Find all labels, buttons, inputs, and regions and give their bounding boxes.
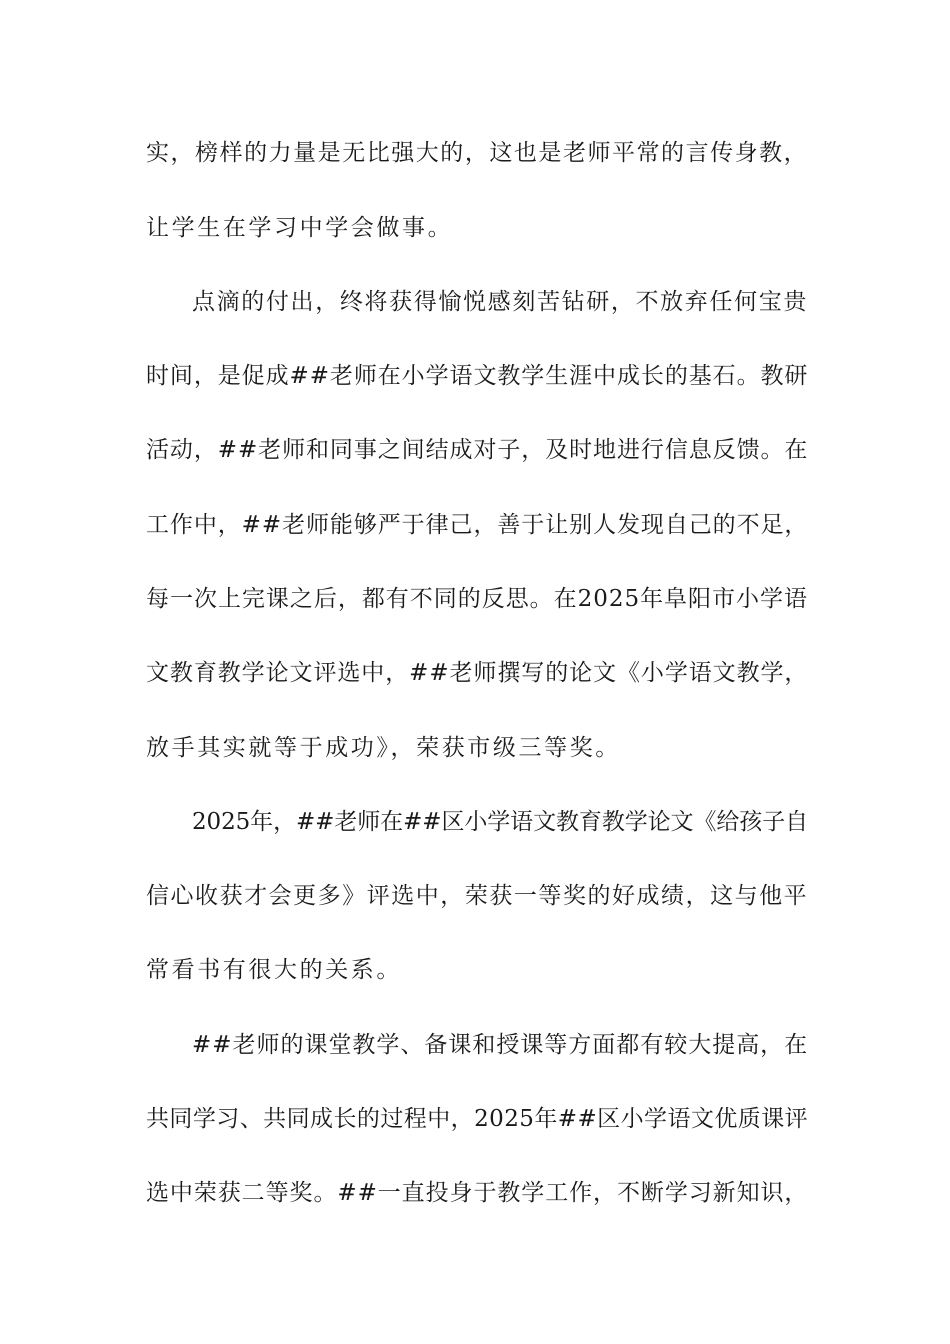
paragraph-line: 选中荣获二等奖。##一直投身于教学工作，不断学习新知识， bbox=[146, 1180, 809, 1206]
paragraph-line: 放手其实就等于成功》，荣获市级三等奖。 bbox=[146, 735, 621, 761]
paragraph-line: 共同学习、共同成长的过程中，2025年##区小学语文优质课评 bbox=[146, 1106, 809, 1132]
paragraph-line: 活动，##老师和同事之间结成对子，及时地进行信息反馈。在 bbox=[146, 437, 809, 463]
paragraph-line: 工作中，##老师能够严于律己，善于让别人发现自己的不足， bbox=[146, 512, 809, 538]
paragraph-line: ##老师的课堂教学、备课和授课等方面都有较大提高，在 bbox=[192, 1032, 809, 1058]
paragraph-line: 2025年，##老师在##区小学语文教育教学论文《给孩子自 bbox=[192, 809, 809, 835]
paragraph-line: 每一次上完课之后，都有不同的反思。在2025年阜阳市小学语 bbox=[146, 586, 808, 612]
paragraph-line: 实，榜样的力量是无比强大的，这也是老师平常的言传身教， bbox=[146, 140, 809, 166]
paragraph-line: 常看书有很大的关系。 bbox=[146, 957, 402, 983]
paragraph-line: 让学生在学习中学会做事。 bbox=[146, 215, 454, 241]
paragraph-line: 点滴的付出，终将获得愉悦感刻苦钻研，不放弃任何宝贵 bbox=[192, 289, 808, 315]
paragraph-line: 时间，是促成##老师在小学语文教学生涯中成长的基石。教研 bbox=[146, 363, 809, 389]
paragraph-line: 文教育教学论文评选中，##老师撰写的论文《小学语文教学， bbox=[146, 660, 809, 686]
paragraph-line: 信心收获才会更多》评选中，荣获一等奖的好成绩，这与他平 bbox=[146, 883, 809, 909]
